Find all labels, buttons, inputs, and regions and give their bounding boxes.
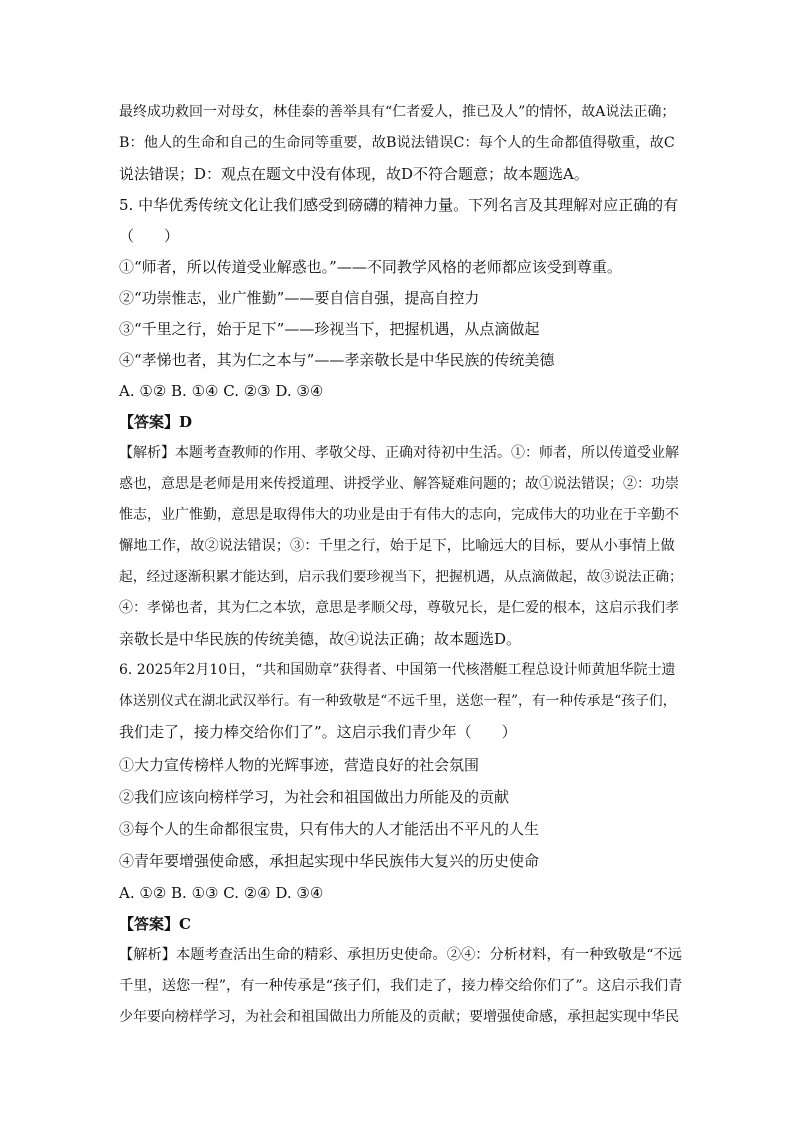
text-line: 惟志，业广惟勤，意思是取得伟大的功业是由于有伟大的志向，完成伟大的功业在于辛勤不 <box>119 507 679 523</box>
text-line: 体送别仪式在湖北武汉举行。有一种致敬是“不远千里，送您一程”，有一种传承是“孩子们， <box>119 693 677 709</box>
question-6-option-3: ③每个人的生命都很宝贵，只有伟大的人才能活出不平凡的人生 <box>119 820 540 838</box>
question-6-stem: 6. 2025年2月10日，“共和国勋章”获得者、中国第一代核潜艇工程总设计师黄旭华院士遗 <box>119 662 676 678</box>
text-line: ④：孝悌也者，其为仁之本欤，意思是孝顺父母，尊敬兄长，是仁爱的根本，这启示我们孝 <box>119 600 679 616</box>
question-5-analysis: 【解析】本题考查教师的作用、孝敬父母、正确对待初中生活。①：师者，所以传道受业解 <box>119 445 679 461</box>
question-6-option-1: ①大力宣传榜样人物的光辉事迹，营造良好的社会氛围 <box>119 756 480 774</box>
text-line: 最终成功救回一对母女，林佳泰的善举具有“仁者爱人，推已及人”的情怀，故A说法正确； <box>119 104 676 120</box>
question-5-stem: 5. 中华优秀传统文化让我们感受到磅礴的精神力量。下列名言及其理解对应正确的有 <box>119 196 679 214</box>
question-6-answer: 【答案】C <box>119 915 191 933</box>
question-5-choices: A. ①② B. ①④ C. ②③ D. ③④ <box>119 382 324 400</box>
text-line: 起，经过逐渐积累才能达到，启示我们要珍视当下，把握机遇，从点滴做起，故③说法正确； <box>119 569 683 585</box>
question-5-answer: 【答案】D <box>119 413 193 431</box>
question-5-blank: （ ） <box>119 227 180 245</box>
question-6-option-4: ④青年要增强使命感，承担起实现中华民族伟大复兴的历史使命 <box>119 852 540 870</box>
text-line: 我们走了，接力棒交给你们了”。这启示我们青少年（ ） <box>119 723 517 741</box>
text-line: 惑也，意思是老师是用来传授道理、讲授学业、解答疑难问题的；故①说法错误；②：功崇 <box>119 476 679 492</box>
text-line: 说法错误；D：观点在题文中没有体现，故D不符合题意；故本题选A。 <box>119 165 589 183</box>
text-line: 千里，送您一程”，有一种传承是“孩子们，我们走了，接力棒交给你们了”。这启示我们青 <box>119 978 683 994</box>
text-line: B：他人的生命和自己的生命同等重要，故B说法错误C：每个人的生命都值得敬重，故C <box>119 135 675 151</box>
question-5-option-2: ②“功崇惟志，业广惟勤”——要自信自强，提高自控力 <box>119 289 480 307</box>
text-line: 懈地工作，故②说法错误；③：千里之行，始于足下，比喻远大的目标，要从小事情上做 <box>119 538 675 554</box>
question-6-analysis: 【解析】本题考查活出生命的精彩、承担历史使命。②④：分析材料，有一种致敬是“不远 <box>119 947 683 963</box>
question-5-option-1: ①“师者，所以传道受业解惑也。”——不同教学风格的老师都应该受到尊重。 <box>119 258 622 276</box>
text-line: 少年要向榜样学习，为社会和祖国做出力所能及的贡献；要增强使命感，承担起实现中华民 <box>119 1009 679 1025</box>
text-line: 亲敬长是中华民族的传统美德，故④说法正确；故本题选D。 <box>119 630 522 648</box>
question-5-option-4: ④“孝悌也者，其为仁之本与”——孝亲敬长是中华民族的传统美德 <box>119 351 555 369</box>
question-5-option-3: ③“千里之行，始于足下”——珍视当下，把握机遇，从点滴做起 <box>119 320 540 338</box>
question-6-option-2: ②我们应该向榜样学习，为社会和祖国做出力所能及的贡献 <box>119 788 510 806</box>
question-6-choices: A. ①② B. ①③ C. ②④ D. ③④ <box>119 884 324 902</box>
